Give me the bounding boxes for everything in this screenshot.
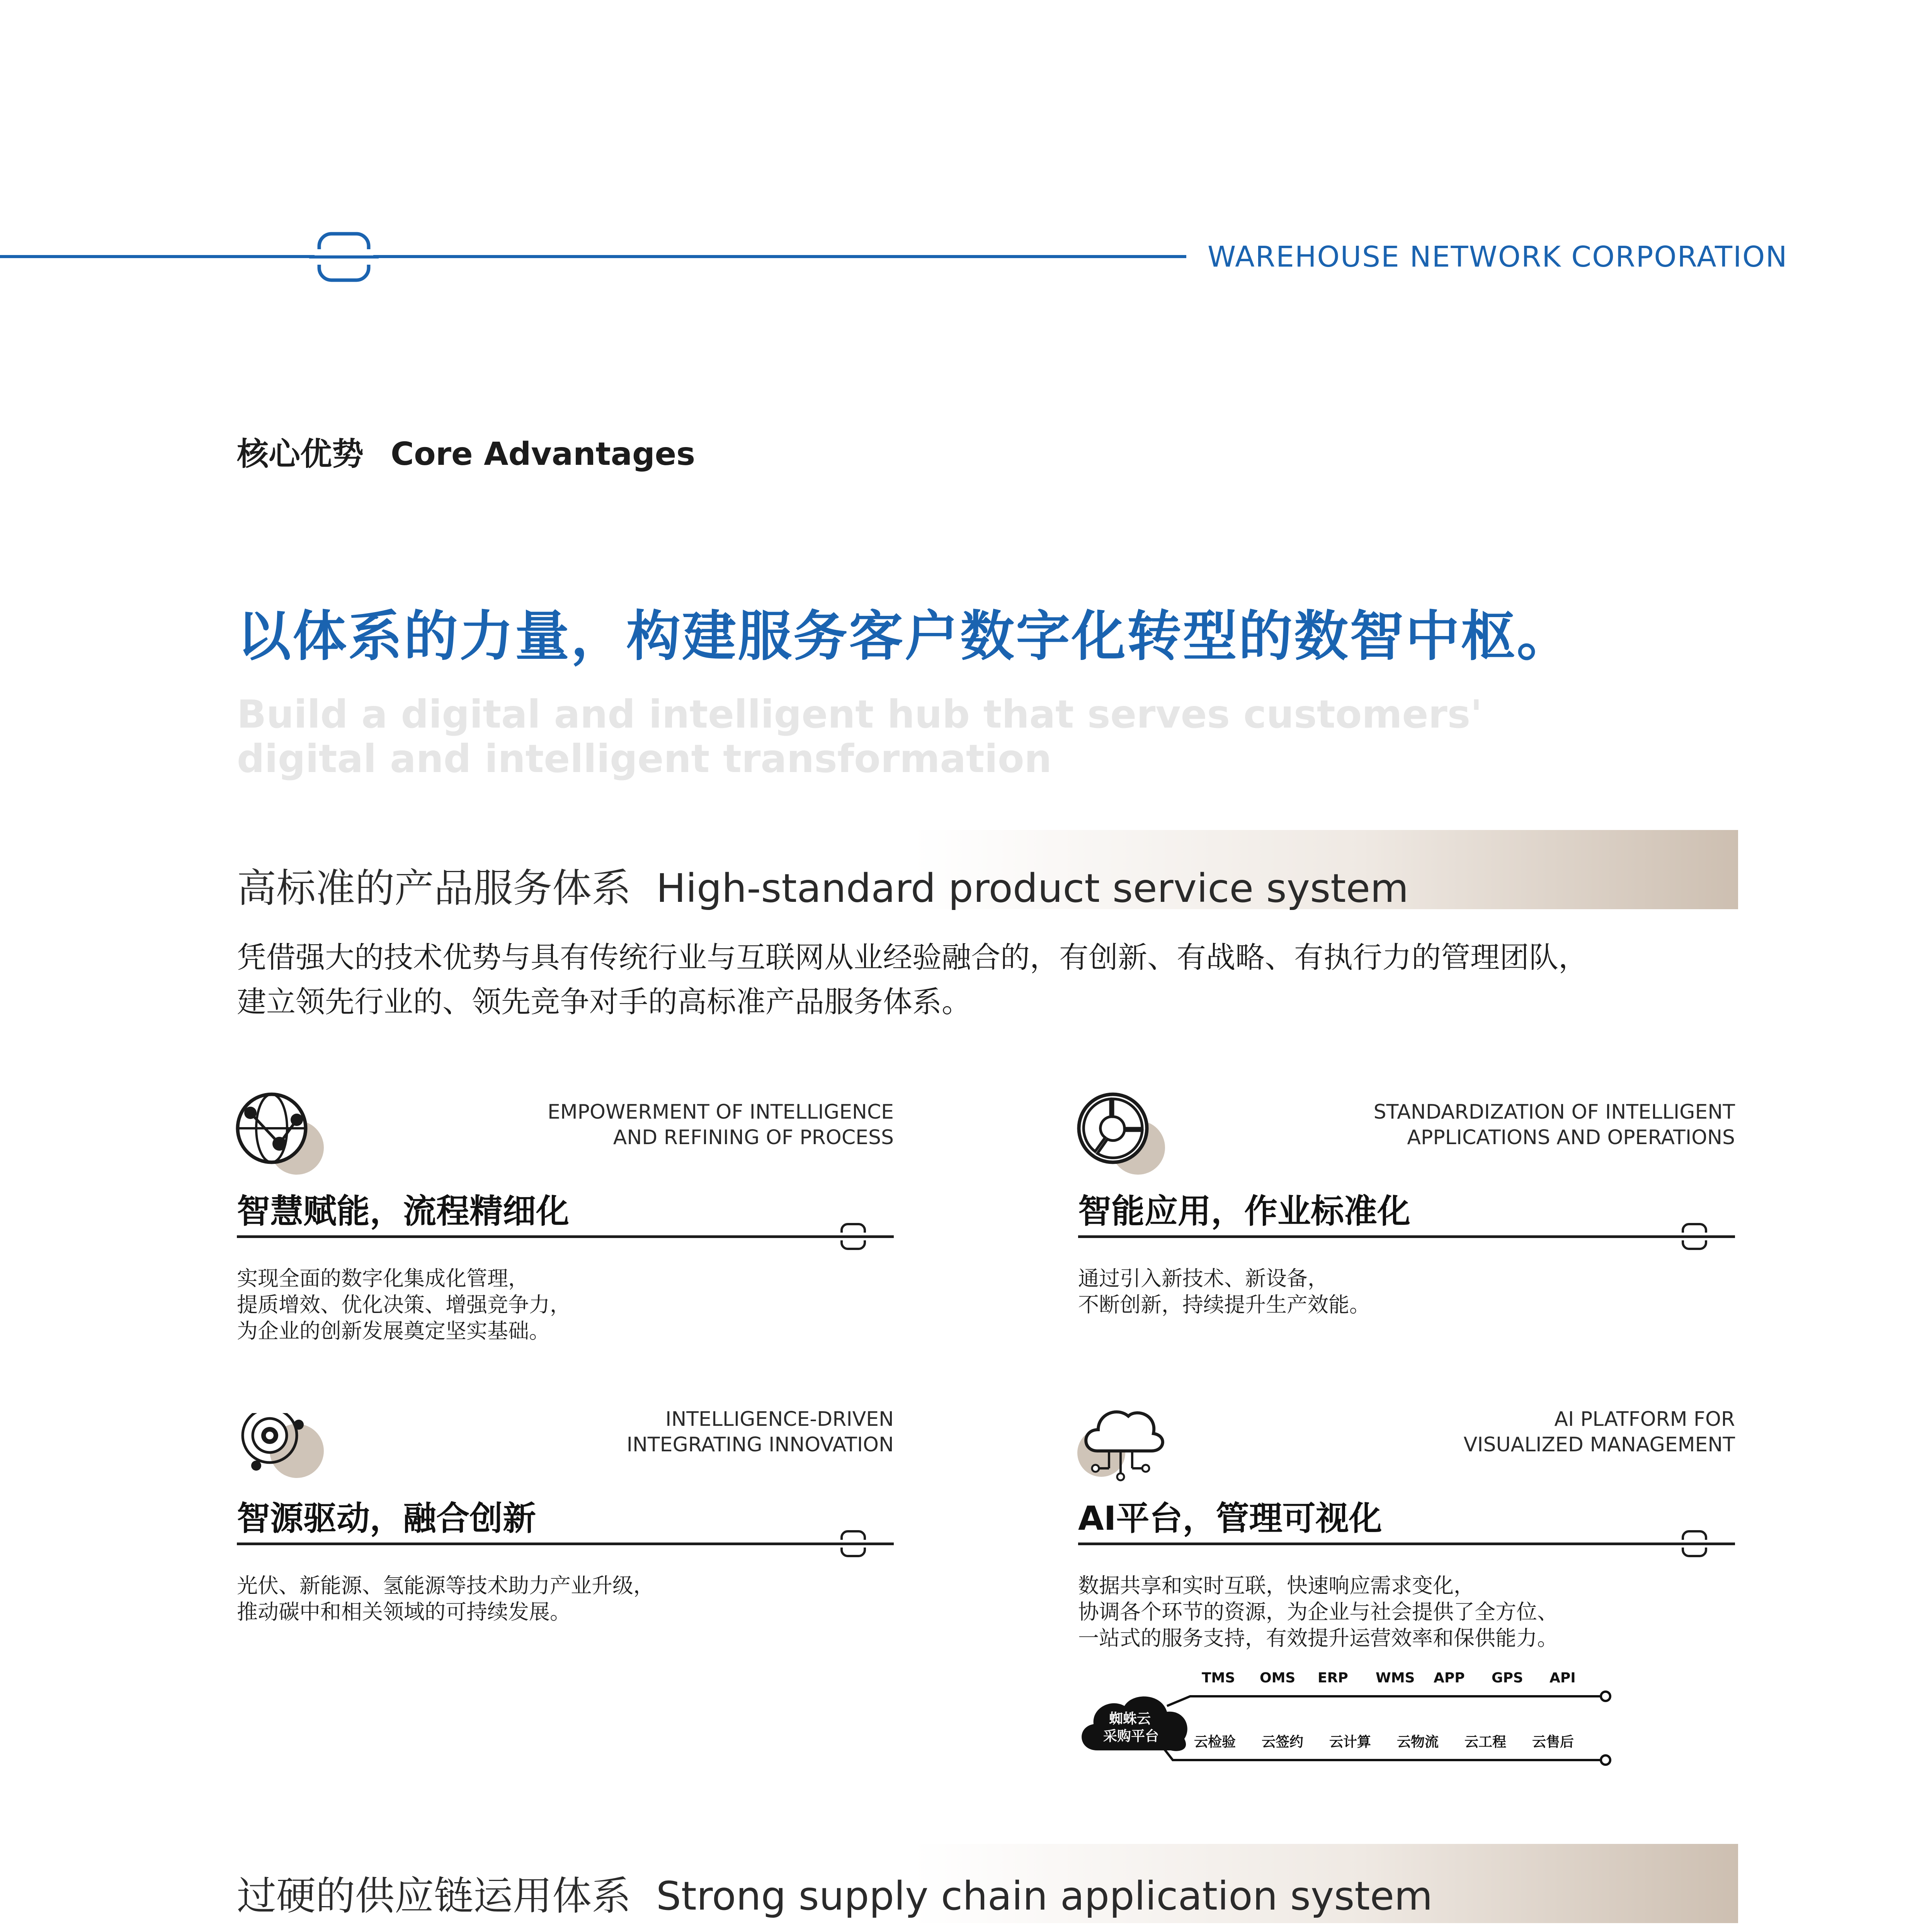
band-paragraph-line1: 凭借强大的技术优势与具有传统行业与互联网从业经验融合的，有创新、有战略、有执行力的管理团队， (237, 940, 1588, 975)
feature-rule (1078, 1235, 1735, 1238)
feature-desc-line: 实现全面的数字化集成化管理， (237, 1266, 529, 1291)
feature-desc-line: 推动碳中和相关领域的可持续发展。 (237, 1600, 571, 1624)
bottom-tag: 云检验 (1194, 1734, 1236, 1750)
top-tag: WMS (1376, 1670, 1415, 1686)
top-tags (1202, 1670, 1600, 1693)
corporation-name: WAREHOUSE NETWORK CORPORATION (1208, 240, 1788, 274)
band-paragraph-line2: 建立领先行业的、领先竞争对手的高标准产品服务体系。 (237, 985, 971, 1019)
headline-en-line2: digital and intelligent transformation (237, 736, 1052, 781)
top-tag: APP (1434, 1670, 1465, 1686)
feature-block (1078, 1099, 1735, 1354)
bottom-tag: 云工程 (1465, 1734, 1507, 1750)
feature-caption-line1: EMPOWERMENT OF INTELLIGENCE (547, 1100, 894, 1124)
band-heading-product-service (237, 857, 1408, 913)
top-tag: ERP (1318, 1670, 1348, 1686)
platform-diagram (1074, 1665, 1615, 1781)
section-label (237, 429, 695, 474)
cloud-label-line2: 采购平台 (1103, 1728, 1159, 1744)
bracket-marker-icon (838, 1528, 869, 1559)
band-heading-en: High-standard product service system (656, 866, 1409, 912)
feature-rule (1078, 1543, 1735, 1545)
feature-caption-line1: INTELLIGENCE-DRIVEN (665, 1408, 894, 1431)
top-tag: OMS (1260, 1670, 1296, 1686)
band-heading-supply-chain (237, 1865, 1433, 1921)
feature-block (237, 1099, 894, 1354)
bracket-marker-icon (1679, 1528, 1710, 1559)
feature-desc-line: 数据共享和实时互联，快速响应需求变化， (1078, 1573, 1475, 1598)
bottom-tag: 云计算 (1329, 1734, 1371, 1750)
feature-rule (237, 1543, 894, 1545)
feature-desc-line: 协调各个环节的资源，为企业与社会提供了全方位、 (1078, 1600, 1558, 1624)
segmented-ring-icon (1074, 1090, 1171, 1179)
headline-cn: 以体系的力量，构建服务客户数字化转型的数智中枢。 (237, 605, 1573, 668)
feature-desc-line: 不断创新，持续提升生产效能。 (1078, 1293, 1370, 1317)
bottom-tag: 云物流 (1397, 1734, 1439, 1750)
feature-caption-line1: STANDARDIZATION OF INTELLIGENT (1373, 1100, 1735, 1124)
bracket-marker-icon (838, 1221, 869, 1252)
feature-caption-line2: INTEGRATING INNOVATION (626, 1433, 894, 1456)
feature-block (1078, 1406, 1735, 1662)
bottom-tag: 云售后 (1532, 1734, 1574, 1750)
orbit-target-icon (233, 1397, 330, 1486)
cloud-label-line1: 蜘蛛云 (1109, 1711, 1151, 1727)
band-heading-cn: 过硬的供应链运用体系 (237, 1873, 631, 1919)
feature-caption-line2: APPLICATIONS AND OPERATIONS (1407, 1126, 1735, 1149)
feature-desc-line: 通过引入新技术、新设备， (1078, 1266, 1328, 1291)
bracket-marker-icon (1679, 1221, 1710, 1252)
feature-title: 智慧赋能，流程精细化 (237, 1192, 569, 1231)
feature-block (237, 1406, 894, 1662)
brand-bracket-icon (309, 226, 379, 288)
top-tag: GPS (1492, 1670, 1523, 1686)
top-tag: TMS (1202, 1670, 1235, 1686)
section-label-cn: 核心优势 (237, 436, 364, 473)
feature-rule (237, 1235, 894, 1238)
section-label-en: Core Advantages (391, 436, 696, 473)
feature-desc-line: 提质增效、优化决策、增强竞争力， (237, 1293, 571, 1317)
bottom-tag: 云签约 (1262, 1734, 1304, 1750)
feature-title: AI平台，管理可视化 (1078, 1499, 1382, 1538)
feature-desc-line: 光伏、新能源、氢能源等技术助力产业升级， (237, 1573, 654, 1598)
network-globe-icon (233, 1090, 330, 1179)
feature-title: 智源驱动，融合创新 (237, 1499, 536, 1538)
feature-desc-line: 一站式的服务支持，有效提升运营效率和保供能力。 (1078, 1626, 1558, 1650)
feature-caption-line1: AI PLATFORM FOR (1554, 1408, 1735, 1431)
cloud-circuit-icon (1074, 1397, 1171, 1486)
header-rule (0, 255, 1186, 258)
band-heading-en: Strong supply chain application system (656, 1873, 1433, 1919)
headline-en-line1: Build a digital and intelligent hub that serves customers' (237, 692, 1482, 737)
feature-caption-line2: AND REFINING OF PROCESS (613, 1126, 894, 1149)
bottom-tags (1194, 1731, 1604, 1754)
top-tag: API (1550, 1670, 1576, 1686)
feature-caption-line2: VISUALIZED MANAGEMENT (1463, 1433, 1735, 1456)
feature-desc-line: 为企业的创新发展奠定坚实基础。 (237, 1319, 550, 1343)
band-heading-cn: 高标准的产品服务体系 (237, 866, 631, 912)
feature-title: 智能应用，作业标准化 (1078, 1192, 1410, 1231)
